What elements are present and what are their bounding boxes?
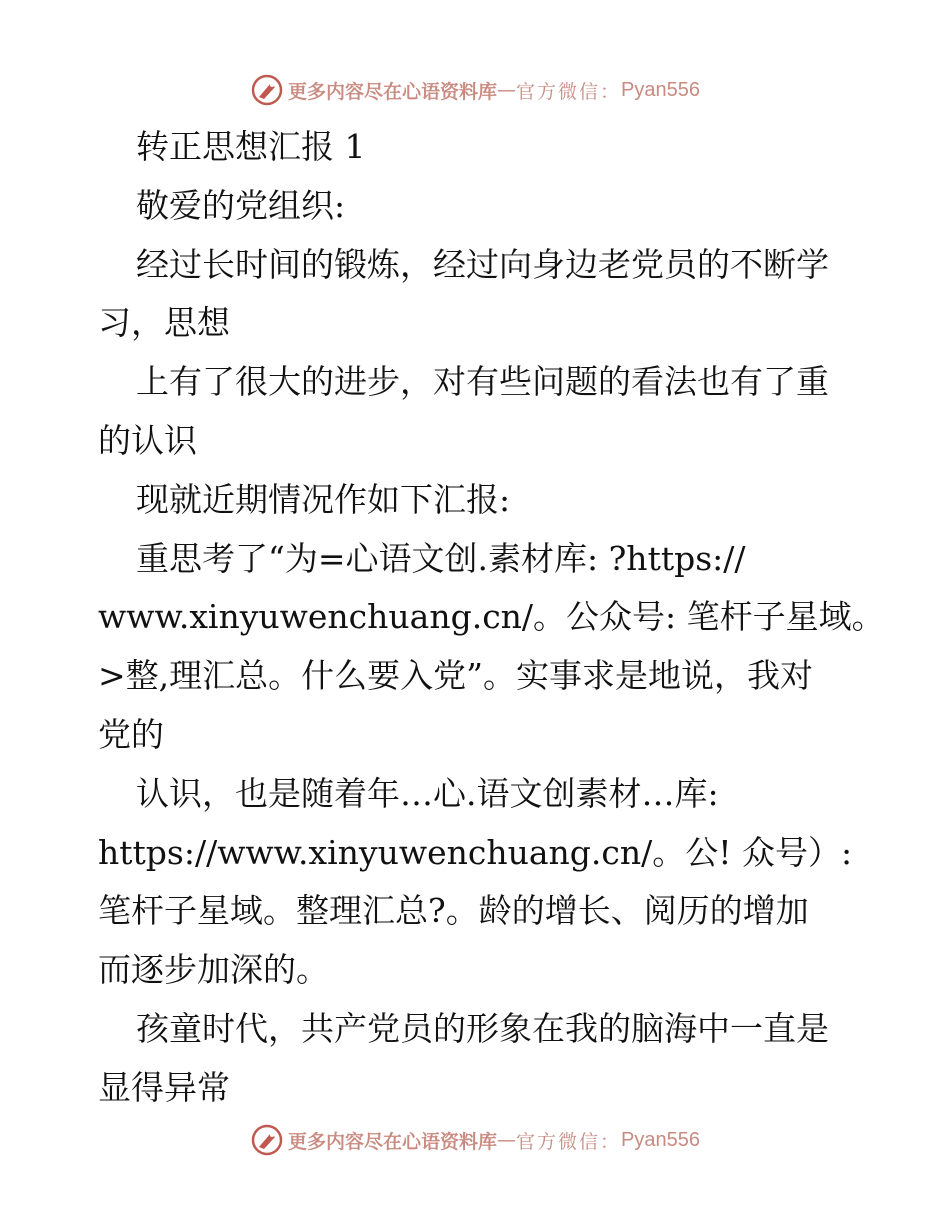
footer-banner (0, 1120, 950, 1160)
paragraph-line: www.xinyuwenchuang.cn/。公众号: 笔杆子星域。 (98, 597, 885, 637)
paragraph-line: 党的 (98, 714, 164, 754)
paragraph-line: 认识，也是随着年…心.语文创素材…库: (136, 773, 719, 813)
footer-wechat-id: Pyan556 (621, 1128, 700, 1151)
pen-nib-logo-icon (250, 73, 284, 107)
document-title: 转正思想汇报 1 (136, 127, 366, 166)
paragraph-line: 孩童时代，共产党员的形象在我的脑海中一直是 (136, 1008, 829, 1048)
paragraph-line: 经过长时间的锻炼，经过向身边老党员的不断学 (136, 244, 829, 284)
paragraph-line: 现就近期情况作如下汇报: (136, 479, 511, 519)
pen-nib-logo-icon (250, 1123, 284, 1157)
footer-wechat-label: 官方微信： (516, 1130, 622, 1153)
paragraph-line: 显得异常 (98, 1067, 230, 1107)
header-brand-text: 更多内容尽在心语资料库 (288, 80, 498, 103)
paragraph-line: >整,理汇总。什么要入党”。实事求是地说，我对 (98, 656, 814, 696)
header-dash: — (497, 79, 517, 101)
paragraph-line: https://www.xinyuwenchuang.cn/。公! 众号）: (98, 832, 853, 872)
header-banner (0, 70, 950, 110)
footer-dash: — (497, 1129, 517, 1151)
salutation: 敬爱的党组织: (136, 185, 346, 225)
header-wechat-label: 官方微信： (516, 80, 622, 103)
paragraph-line: 上有了很大的进步，对有些问题的看法也有了重 (136, 362, 829, 402)
document-body (98, 118, 885, 1118)
footer-brand-text: 更多内容尽在心语资料库 (288, 1130, 498, 1153)
paragraph-line: 重思考了“为=心语文创.素材库: ?https:// (136, 538, 746, 578)
paragraph-line: 笔杆子星域。整理汇总?。龄的增长、阅历的增加 (98, 891, 809, 931)
paragraph-line: 的认识 (98, 420, 197, 460)
header-wechat-id: Pyan556 (621, 78, 700, 101)
paragraph-line: 习，思想 (98, 303, 230, 343)
paragraph-line: 而逐步加深的。 (98, 950, 329, 990)
